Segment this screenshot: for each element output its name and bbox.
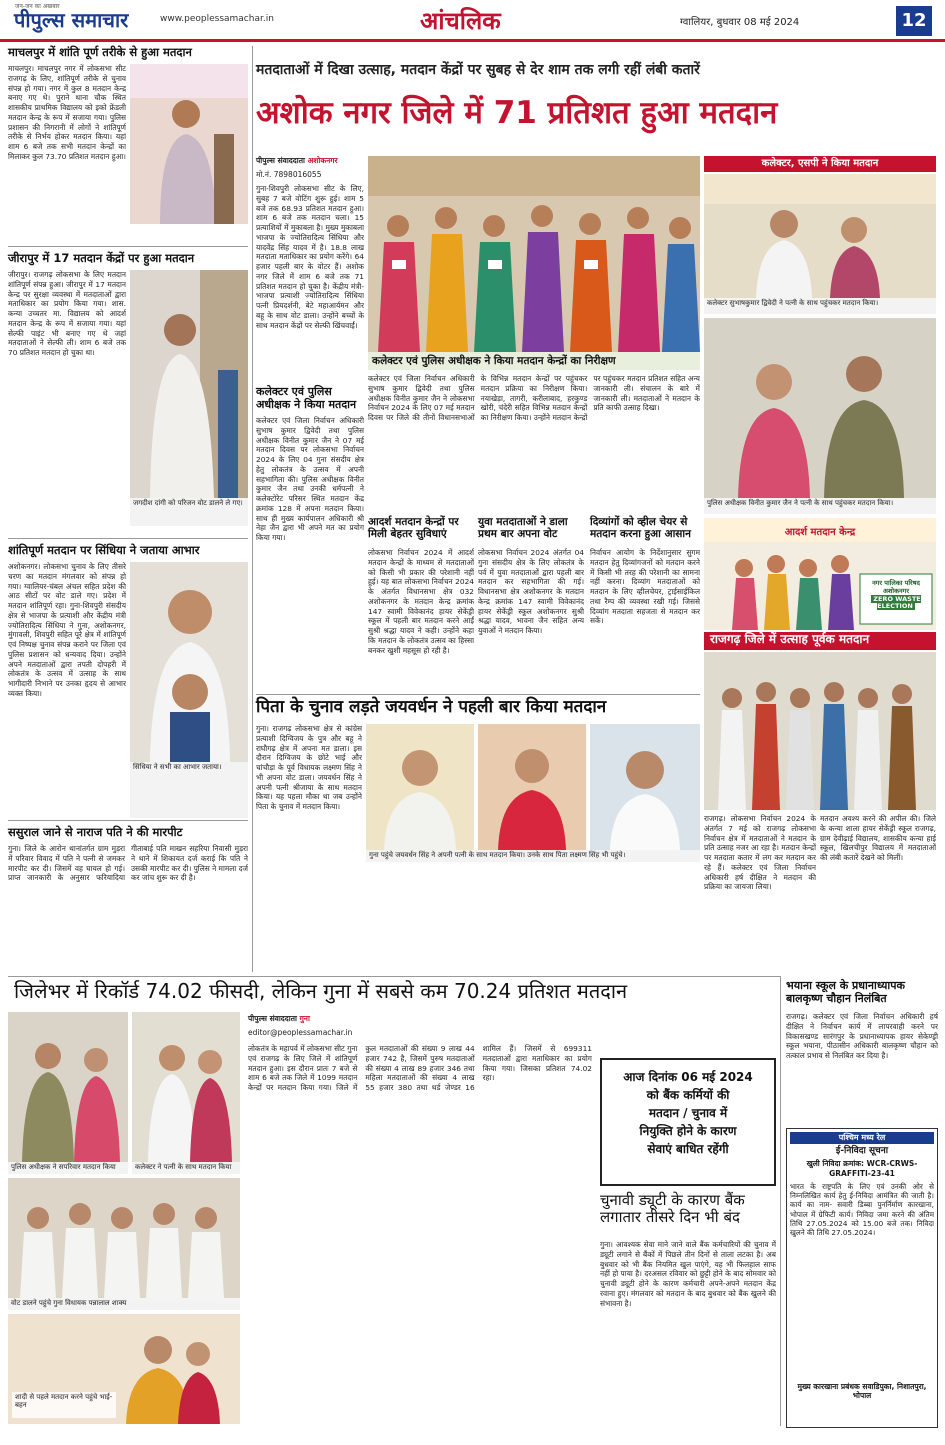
main-headline[interactable]: अशोक नगर जिले में 71 प्रतिशत हुआ मतदान — [256, 95, 778, 131]
zero-waste-board — [862, 580, 930, 611]
rajgarh-body: राजगढ़। लोकसभा निर्वाचन 2024 के अंतर्गत 7 मई को राजगढ़ लोकसभा निर्वाचन क्षेत्र में मतदाताओं ने मतदान के प्रति उत्साह नजर आ रहा है। मतदान केन्द्रों पर मतदाता कतार में लग कर मतदान कर रहे हैं। कलेक्टर एवं जिला निर्वाचन अधिकारी हर्ष दीक्षित ने मतदान की प्रक्रिया का जायजा लिया। — [704, 814, 816, 892]
tender-railway: पश्चिम मध्य रेल — [790, 1132, 934, 1144]
jaivardhan-headline[interactable]: पिता के चुनाव लड़ते जयवर्धन ने पहली बार किया मतदान — [256, 697, 607, 717]
guna-collector-caption: कलेक्टर ने पत्नी के साथ मतदान किया — [132, 1162, 240, 1174]
guna-collector-image — [132, 1012, 240, 1162]
guna-collector-photo — [132, 1012, 240, 1162]
inspection-body: कलेक्टर एवं जिला निर्वाचन अधिकारी सुभाष कुमार द्विवेदी तथा पुलिस अधीक्षक विनीत कुमार जैन ने लोकसभा निर्वाचन 2024 के लिए 07 मई मतदान दिवस पर जिले की तीनों विधानसभाओं के विभिन्न मतदान केन्द्रों पर पहुंचकर मतदान प्रक्रिया का निरीक्षण किया। नयाखेड़ा, तागरी, करीलाबाद, हरकुण्ड खोरी, चंदेरी सहित विभिन्न मतदान केन्द्रों का निरीक्षण किया। उन्होंने मतदान केन्द्रों पर पहुंचकर मतदान प्रतिशत सहित अन्य जानकारी ली। संचालन के बारे में जानकारी ली। मतदाताओं ने मतदान के प्रति काफी उत्साह दिखा। — [368, 374, 700, 423]
story-assault-headline[interactable]: ससुराल जाने से नाराज पति ने की मारपीट — [8, 825, 183, 839]
story-machalpur-body: माचलपुर। माचलपुर नगर में लोकसभा सीट राजगढ़ के लिए, शांतिपूर्ण तरीके से चुनाव संपन्न हो गया। नगर में कुल 8 मतदान केन्द्र बनाए गए थे। पुराने थाना चौक स्थित शासकीय प्राथमिक विद्यालय को इको फ्रेंडली मतदान केन्द्र के रूप में सजाया गया। पुलिस प्रशासन की निगरानी में लोगों ने शांतिपूर्ण तरीके से निर्भय होकर मतदान किया। यहां शाम 6 बजे तक सभी मतदान केन्द्रों का मिलाकर कुल 73.70 प्रतिशत मतदान हुआ। — [8, 64, 126, 161]
collector-sp-banner: कलेक्टर, एसपी ने किया मतदान — [704, 156, 936, 172]
brand-logo[interactable]: पीपुल्स समाचार — [14, 8, 129, 32]
voters-queue-photo — [368, 156, 700, 352]
page-number: 12 — [896, 6, 932, 36]
guna-siblings-photo — [8, 1314, 240, 1424]
rajgarh-body-2: मतदान अवश्य करने की अपील की। जिले के कन्या शाला हायर सेकेंड्री स्कूल राजगढ़, ग्राम देवीढ़ाई विद्यालय, शासकीय कन्या हाई स्कूल, खिलचीपुर विद्यालय में मतदाताओं की लंबी कतारें देखने को मिलीं। — [820, 814, 936, 863]
column-rule — [780, 976, 781, 1426]
adarsh-kendra-photo — [704, 518, 936, 630]
jirapur-caption: जगदीश दांगी को परिजन वोट डालने ले गए। — [130, 498, 248, 526]
tender-notice — [786, 1128, 938, 1428]
tender-title: ई-निविदा सूचना — [835, 1146, 889, 1157]
sp-photo — [704, 318, 936, 498]
scindia-caption: सिंधिया ने सभी का आभार जताया। — [130, 762, 248, 818]
guna-mla-caption: वोट डालने पहुंचे गुना विधायक पन्नालाल शाक्य — [8, 1298, 240, 1310]
collector-photo — [704, 174, 936, 298]
main-byline — [256, 156, 364, 166]
divider — [256, 694, 700, 695]
collector-image — [704, 174, 936, 298]
divider — [8, 976, 780, 977]
jaivardhan-photos — [366, 724, 700, 850]
section-title: आंचलिक — [420, 6, 501, 35]
left-column — [8, 46, 248, 866]
guna-email: editor@peoplessamachar.in — [248, 1028, 353, 1037]
jaivardhan-caption: गुना पहुंचे जयवर्धन सिंह ने अपनी पत्नी के साथ मतदान किया। उनके साथ पिता लक्ष्मण सिंह भी पहुंचे। — [366, 850, 700, 862]
jaivardhan-images — [366, 724, 700, 850]
voter-woman-photo — [130, 64, 248, 224]
story-scindia-headline[interactable]: शांतिपूर्ण मतदान पर सिंधिया ने जताया आभार — [8, 543, 200, 557]
divyang-body: निर्वाचन आयोग के निर्देशानुसार सुगम मतदान हेतु दिव्यांगजनों को मतदान करने में किसी भी तरह की परेशानी का सामना नहीं करना। दिव्यांग मतदाताओं को मतदान के लिए व्हीलचेयर, ट्राईसाईकिल तथा रैम्प की व्यवस्था रखी गई। जिससे दिव्यांग मतदाता सहजता से मतदान कर सकें। — [590, 548, 700, 626]
main-mobile: मो.नं. 7898016055 — [256, 170, 322, 179]
byline-place: अशोकनगर — [307, 156, 338, 165]
adarsh-body: लोकसभा निर्वाचन 2024 में आदर्श मतदान केन्द्रों के माध्यम से मतदाताओं को किसी भी प्रकार की परेशानी नहीं हुई। यह बात लोकसभा निर्वाचन 2024 के अंतर्गत विधानसभा क्षेत्र 032 अशोकनगर के मतदान केन्द्र क्रमांक 147 स्वामी विवेकानंद हायर सेकेंड्री स्कूल में पहली बार मतदान करने आईं सुश्री श्रद्धा यादव ने कही। उन्होंने कहा कि मतदान के लोकतंत्र उत्सव का हिस्सा बनकर खुशी महसूस हो रही है। — [368, 548, 474, 655]
suspend-body: राजगढ़। कलेक्टर एवं जिला निर्वाचन अधिकारी हर्ष दीक्षित ने निर्वाचन कार्य में लापरवाही करने पर विकासखण्ड सारंगपुर के प्रधानाध्यापक हायर सेकेण्ड्री स्कूल भयाना, पीठासीन अधिकारी बालकृष्ण चौहान को तत्काल प्रभाव से निलंबित कर दिया है। — [786, 1012, 938, 1061]
story-jirapur-headline[interactable]: जीरापुर में 17 मतदान केंद्रों पर हुआ मतदान — [8, 251, 195, 265]
sp-image — [704, 318, 936, 498]
voter-woman-image — [130, 64, 248, 224]
guna-sp-photo — [8, 1012, 128, 1162]
collector-vote-headline[interactable]: कलेक्टर एवं पुलिस अधीक्षक ने किया मतदान — [256, 385, 357, 411]
youth-body: लोकसभा निर्वाचन 2024 अंतर्गत 04 गुना संसदीय क्षेत्र के लिए लोकतंत्र के पर्व में युवा मतदाताओं द्वारा पहली बार मतदान कर सहभागिता की गई। विधानसभा क्षेत्र अशोकनगर के मतदान केन्द्र क्रमांक 147 स्वामी विवेकानंद हायर सेकेंड्री स्कूल अशोकनगर सुश्री श्रद्धा यादव, भावना जैन सहित अन्य युवाओं ने मतदान किया। — [478, 548, 584, 636]
divider — [8, 246, 248, 247]
guna-sp-caption: पुलिस अधीक्षक ने सपरिवार मतदान किया — [8, 1162, 128, 1174]
divider — [8, 538, 248, 539]
collector-caption: कलेक्टर सुभाषकुमार द्विवेदी ने पत्नी के साथ पहुंचकर मतदान किया। — [704, 298, 936, 314]
bank-notice — [600, 1058, 776, 1186]
guna-byline — [248, 1014, 358, 1024]
story-scindia-body: अशोकनगर। लोकसभा चुनाव के लिए तीसरे चरण का मतदान मंगलवार को संपन्न हो गया। ग्वालियर-चंबल अंचल सहित प्रदेश की आठ सीटों पर वोट डाले गए। प्रदेश में मतदान शांतिपूर्ण रहा। गुना-शिवपुरी संसदीय क्षेत्र से भाजपा के प्रत्याशी और केंद्रीय मंत्री ज्योतिरादित्य सिंधिया ने गुना, अशोकनगर, मुंगावली, शिवपुरी सहित पूरे क्षेत्र में शांतिपूर्ण एवं निष्पक्ष चुनाव संपन्न कराने पर जिला एवं पुलिस प्रशासन को धन्यवाद दिया। उन्होंने अपने मतदाताओं द्वारा तपती दोपहरी में लोकतंत्र के उत्सव में उत्साह के साथ भागीदारी निभाने पर उनका हृदय से आभार व्यक्त किया। — [8, 562, 126, 698]
brand-tagline: जन-जन का अखबार — [15, 3, 60, 10]
story-assault-body: गुना। जिले के आरोन थानांतर्गत ग्राम मुड़रा में परिवार विवाद में पति ने पत्नी से जमकर मारपीट कर दी। जिसमें वह घायल हो गई। प्राप्त जानकारी के अनुसार फरियादिया गीताबाई पति माखन सहरिया निवासी मुड़रा ने थाने में शिकायत दर्ज कराई कि पति ने उसकी मारपीट कर दी। पुलिस ने मामला दर्ज कर जांच शुरू कर दी है। — [8, 844, 248, 883]
divyang-headline[interactable]: दिव्यांगों को व्हील चेयर से मतदान करना हुआ आसान — [590, 516, 691, 541]
tender-sign: मुख्य कारखाना प्रबंधक सवाडिपुका, निशातपुरा, भोपाल — [797, 1381, 927, 1401]
jaivardhan-body: गुना। राजगढ़ लोकसभा क्षेत्र से कांग्रेस प्रत्याशी दिग्विजय के पुत्र और बहू ने राघौगढ़ क्षेत्र में अपना मत डाला। इस दौरान दिग्विजय के छोटे भाई और चांचौड़ा के पूर्व विधायक लक्ष्मण सिंह ने भी अपना वोट डाला। जयवर्धन सिंह ने अपनी पत्नी श्रीजाया के साथ मतदान किया। यह पहला मौका था जब उन्होंने पिता के चुनाव में मतदान किया। — [256, 724, 362, 812]
divider — [8, 820, 248, 821]
main-kicker: मतदाताओं में दिखा उत्साह, मतदान केंद्रों पर सुबह से देर शाम तक लगी रहीं लंबी कतारें — [256, 62, 700, 78]
collector-vote-body: कलेक्टर एवं जिला निर्वाचन अधिकारी सुभाष कुमार द्विवेदी तथा पुलिस अधीक्षक विनीत कुमार जैन ने 07 मई मतदान दिवस पर लोकसभा निर्वाचन 2024 के लिए 04 गुना संसदीय क्षेत्र हेतु लोकतंत्र के उत्सव में अपनी सहभागिता की। पुलिस अधीक्षक विनीत कुमार जैन तथा उनकी धर्मपत्नी ने कलेक्टोरेट परिसर स्थित मतदान केंद्र क्रमांक 128 में अपना मतदान किया। साथ ही मुख्य कार्यपालन अधिकारी श्री नेहा जैन द्वारा भी अपने मत का प्रयोग किया गया। — [256, 416, 364, 543]
tender-subtitle: खुली निविदा क्रमांक: WCR-CRWS-GRAFFITI-23-41 — [806, 1159, 918, 1178]
adarsh-kendra-label: आदर्श मतदान केन्द्र — [784, 527, 856, 538]
tender-body: भारत के राष्ट्रपति के लिए एवं उनकी ओर से निम्नलिखित कार्य हेतु ई-निविदा आमंत्रित की जाती है। कार्य का नाम- सवारी डिब्बा पुनर्निर्माण कारखाना, भोपाल में ग्रेफिटी कार्य। निविदा जमा करने की अंतिम तिथि 27.05.2024 को 15.00 बजे तक। निविदा खुलने की तिथि 27.05.2024। — [790, 1181, 934, 1238]
bank-body: गुना। आवश्यक सेवा माने जाने वाले बैंक कर्मचारियों की चुनाव में ड्यूटी लगाने से बैंकों में पिछले तीन दिनों से ताला लटका है। अब बुधवार को भी बैंक नियमित खुल पाएंगे, यह भी फिलहाल साफ नहीं हो पाया है। दरअसल रविवार को छुट्टी होने के बाद सोमवार को चुनावी ड्यूटी होने के कारण कर्मचारी अपने-अपने मतदान केंद्र रवाना हुए। मंगलवार को मतदान के बाद बुधवार को बैंक खुलने की संभावना है। — [600, 1240, 776, 1308]
inspection-headline[interactable]: कलेक्टर एवं पुलिस अधीक्षक ने किया मतदान केन्द्रों का निरीक्षण — [372, 355, 616, 367]
dateline: ग्वालियर, बुधवार 08 मई 2024 — [680, 17, 800, 28]
guna-byline-name: पीपुल्स संवाददाता — [248, 1014, 297, 1023]
rajgarh-queue-photo — [704, 652, 936, 810]
masthead — [0, 0, 945, 42]
story-machalpur-headline[interactable]: माचलपुर में शांति पूर्ण तरीके से हुआ मतदान — [8, 45, 192, 59]
scindia-image — [130, 562, 248, 762]
bank-headline[interactable]: चुनावी ड्यूटी के कारण बैंक लगातार तीसरे दिन भी बंद — [600, 1191, 745, 1227]
scindia-photo — [130, 562, 248, 762]
voters-queue-image — [368, 156, 700, 352]
guna-mla-photo — [8, 1178, 240, 1298]
board-sub: ZERO WASTE ELECTION — [873, 594, 921, 611]
guna-siblings-caption: शादी से पहले मतदान करने पहुंचे भाई-बहन — [12, 1392, 116, 1418]
guna-sp-image — [8, 1012, 128, 1162]
rajgarh-head-bar — [704, 632, 936, 650]
rajgarh-queue-image — [704, 652, 936, 810]
main-body: गुना-शिवपुरी लोकसभा सीट के लिए, सुबह 7 बजे वोटिंग शुरू हुई। शाम 5 बजे तक 68.93 प्रतिशत मतदान हुआ। शाम 6 बजे तक मतदान चला। 15 प्रत्याशियों में मुकाबला है। मुख्य मुकाबला भाजपा के ज्योतिरादित्य सिंधिया और यादवेंद्र सिंह यादव में है। 18.8 लाख मतदाता मताधिकार का प्रयोग करेंगे। 64 हजार पहली बार के वोटर हैं। अशोक नगर जिले में शाम 6 बजे तक 71 प्रतिशत मतदान हो चुका है। केंद्रीय मंत्री-भाजपा प्रत्याशी ज्योतिरादित्य सिंधिया पत्नी प्रियदर्शनी, बेटे महाआर्यमन और बहू के साथ वोट डाला। उन्होंने बच्चों के साथ मतदान केंद्रों पर सेल्फी खिंचवाईं। — [256, 184, 364, 330]
youth-headline[interactable]: युवा मतदाताओं ने डाला प्रथम बार अपना वोट — [478, 516, 568, 541]
story-jirapur-body: जीरापुर। राजगढ़ लोकसभा के लिए मतदान शांतिपूर्ण संपन्न हुआ। जीरापुर में 17 मतदान केन्द्र पर सुरक्षा व्यवस्था में मतदाताओं द्वारा मताधिकार का प्रयोग किया गया। शास. कन्या उच्चतर मा. विद्यालय को आदर्श मतदान केन्द्र के रूप में सजाया गया। यहां सेल्फी पाइंट भी बनाए गए थे जहां मतदाताओं ने सेल्फी ली। शाम 6 बजे तक 70 प्रतिशत मतदान हो चुका था। — [8, 270, 126, 358]
rajgarh-headline[interactable]: राजगढ़ जिले में उत्साह पूर्वक मतदान — [710, 632, 870, 646]
suspend-headline[interactable]: भयाना स्कूल के प्रधानाध्यापक बालकृष्ण चौहान निलंबित — [786, 979, 905, 1005]
guna-body: लोकतंत्र के महापर्व में लोकसभा सीट गुना एवं राजगढ़ के लिए जिले में शांतिपूर्ण मतदान हुआ। इस दौरान प्रातः 7 बजे से शाम 6 बजे तक जिले में 1099 मतदान केन्द्रों पर मतदान किया गया। जिले में कुल मतदाताओं की संख्या 9 लाख 44 हजार 742 है, जिसमें पुरुष मतदाताओं की संख्या 4 लाख 89 हजार 346 तथा महिला मतदाताओं की संख्या 4 लाख 55 हजार 380 तथा थर्ड जेण्डर 16 शामिल हैं। जिसमें से 699311 मतदाताओं द्वारा मताधिकार का प्रयोग किया गया। जिसका प्रतिशत 74.02 रहा। — [248, 1044, 592, 1093]
notice-line-5: सेवाएं बाधित रहेंगी — [647, 1142, 729, 1156]
column-rule — [252, 46, 253, 972]
adarsh-headline[interactable]: आदर्श मतदान केन्द्रों पर मिली बेहतर सुविधाएं — [368, 516, 459, 541]
notice-line-2: को बैंक कर्मियों की — [646, 1088, 730, 1102]
elderly-voter-image — [130, 270, 248, 498]
byline-name: पीपुल्स संवाददाता — [256, 156, 305, 165]
notice-line-3: मतदान / चुनाव में — [648, 1106, 728, 1120]
elderly-voter-photo — [130, 270, 248, 498]
notice-line-4: नियुक्ति होने के कारण — [639, 1124, 737, 1138]
guna-headline[interactable]: जिलेभर में रिकॉर्ड 74.02 फीसदी, लेकिन गुना में सबसे कम 70.24 प्रतिशत मतदान — [14, 979, 628, 1003]
notice-line-1: आज दिनांक 06 मई 2024 — [623, 1070, 753, 1084]
sp-caption: पुलिस अधीक्षक विनीत कुमार जैन ने पत्नी के साथ पहुंचकर मतदान किया। — [704, 498, 936, 514]
guna-mla-image — [8, 1178, 240, 1298]
guna-byline-place: गुना — [299, 1014, 310, 1023]
inspection-head-bar — [368, 352, 700, 370]
board-title: नगर पालिका परिषद अशोकनगर — [872, 579, 920, 595]
site-url[interactable]: www.peoplessamachar.in — [160, 14, 274, 24]
